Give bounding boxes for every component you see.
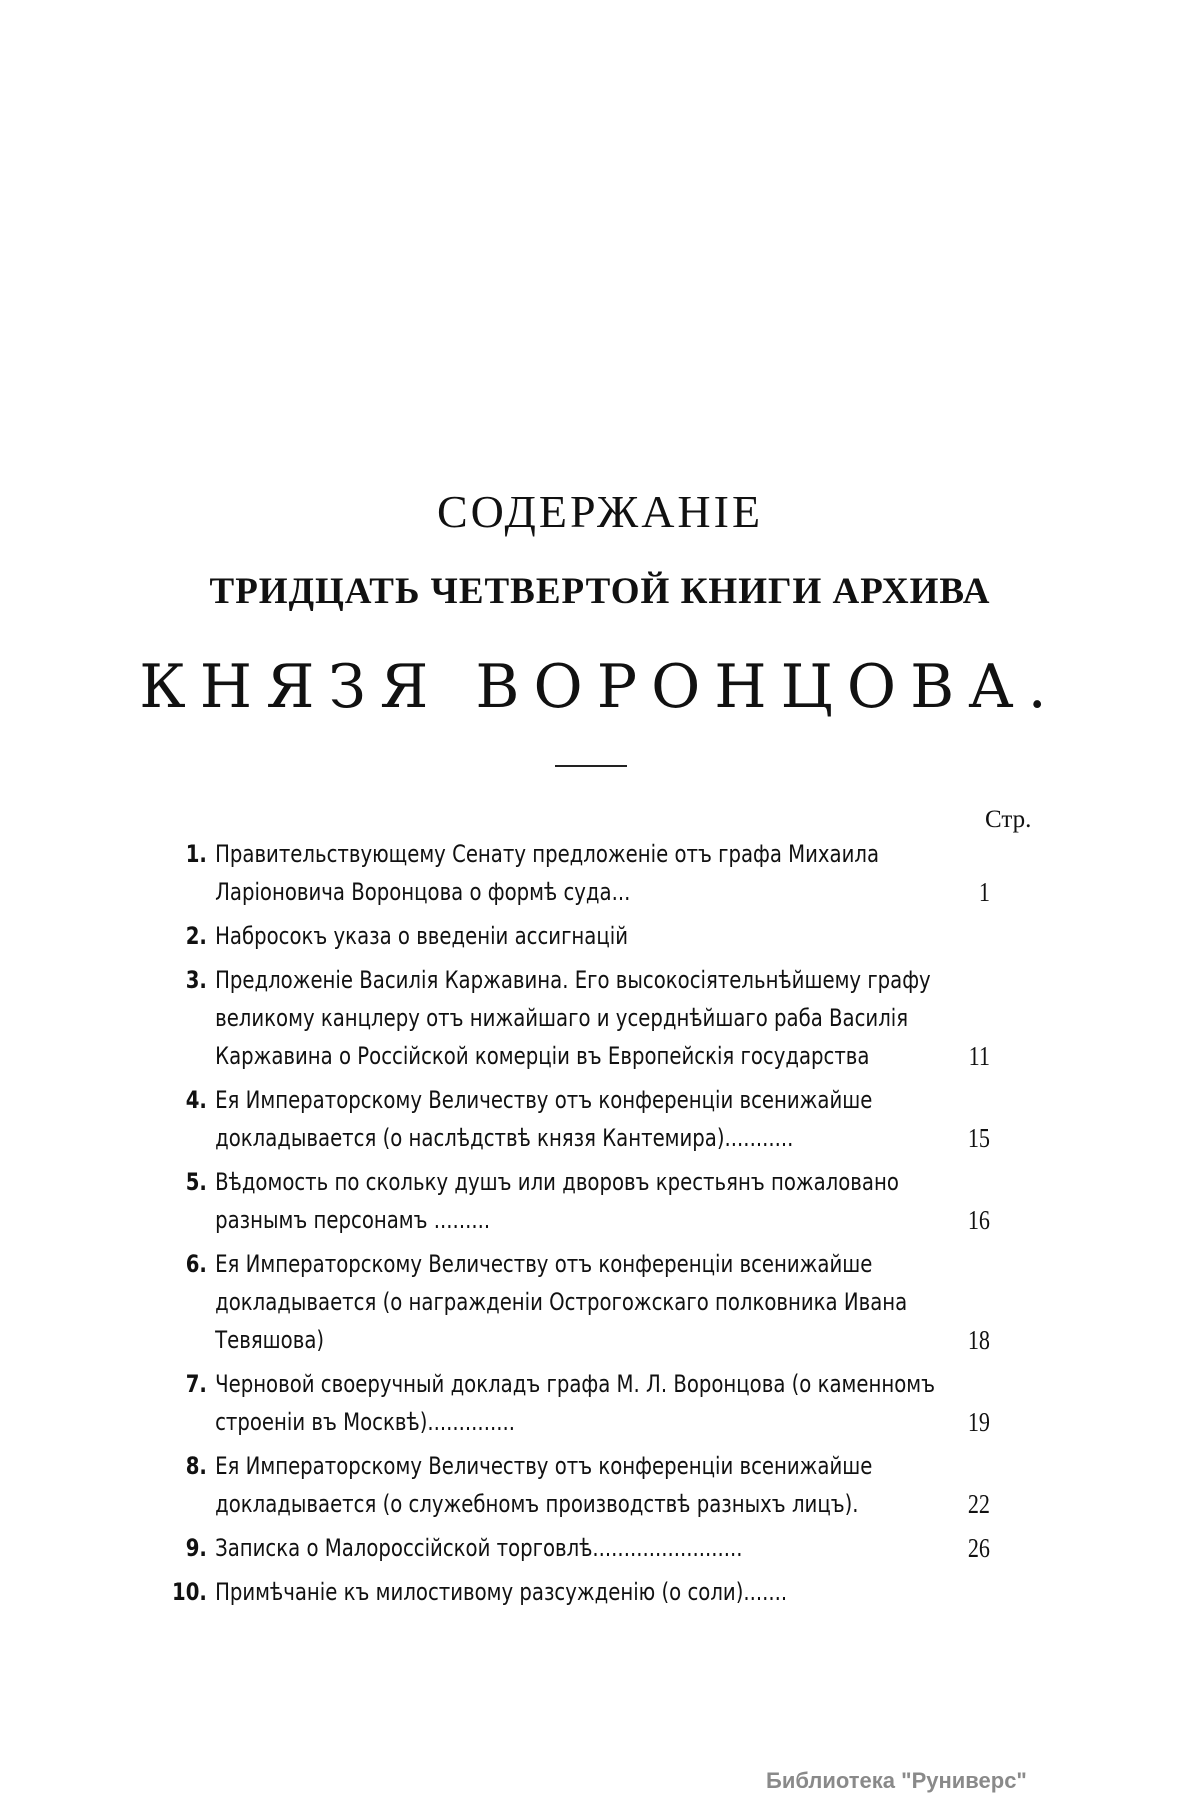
- entry-title: Вѣдомость по скольку душъ или дворовъ крестьянъ пожаловано разнымъ персонамъ .........: [215, 1168, 899, 1234]
- entry-number: 7.: [185, 1370, 207, 1398]
- entry-number: 5.: [185, 1168, 207, 1196]
- archive-name-title: КНЯЗЯ ВОРОНЦОВА.: [139, 652, 1061, 722]
- entry-number: 6.: [185, 1250, 207, 1278]
- entry-number: 8.: [185, 1452, 207, 1480]
- entry-title: Набросокъ указа о введеніи ассигнацій: [215, 922, 629, 950]
- toc-entry-3: [170, 961, 990, 1075]
- toc-entry-10: [170, 1573, 990, 1611]
- entry-number: 1.: [185, 840, 207, 868]
- entry-title: Правительствующему Сенату предложеніе отъ графа Михаила Ларіоновича Воронцова о формѣ суда...: [215, 840, 880, 906]
- entry-title: Ея Императорскому Величеству отъ конференціи всенижайше докладывается (о наслѣдствѣ князя Кантемира)...........: [215, 1086, 873, 1152]
- toc-entry-8: [170, 1447, 990, 1523]
- title-divider: [555, 765, 627, 767]
- book-subtitle: ТРИДЦАТЬ ЧЕТВЕРТОЙ КНИГИ АРХИВА: [209, 571, 991, 612]
- table-of-contents: [170, 835, 1040, 1617]
- entry-title: Черновой своеручный докладъ графа М. Л. Воронцова (о каменномъ строеніи въ Москвѣ)..............: [215, 1370, 936, 1436]
- entry-page-number: 15: [967, 1123, 990, 1153]
- entry-page-number: 22: [967, 1489, 990, 1519]
- entry-title: Предложеніе Василія Каржавина. Его высокосіятельнѣйшему графу великому канцлеру отъ нижайшаго и усерднѣйшаго раба Василія Каржавина о Россійской комерціи въ Европейскія государства: [215, 966, 931, 1070]
- toc-entry-6: [170, 1245, 990, 1359]
- entry-title: Ея Императорскому Величеству отъ конференціи всенижайше докладывается (о служебномъ производствѣ разныхъ лицъ).: [215, 1452, 873, 1518]
- toc-entry-5: [170, 1163, 990, 1239]
- entry-number: 10.: [172, 1578, 207, 1606]
- entry-number: 4.: [185, 1086, 207, 1114]
- entry-title: Ея Императорскому Величеству отъ конференціи всенижайше докладывается (о награжденіи Острогожскаго полковника Ивана Тевяшова): [215, 1250, 908, 1354]
- entry-number: 9.: [185, 1534, 207, 1562]
- toc-entry-4: [170, 1081, 990, 1157]
- entry-page-number: 11: [968, 1041, 990, 1071]
- toc-entry-2: [170, 917, 990, 955]
- entry-title: Примѣчаніе къ милостивому разсужденію (о соли).......: [215, 1578, 788, 1606]
- library-watermark: Библиотека "Руниверс": [766, 1768, 1027, 1793]
- entry-number: 3.: [185, 966, 207, 994]
- entry-page-number: 16: [967, 1205, 990, 1235]
- contents-title: СОДЕРЖАНІЕ: [436, 486, 764, 537]
- entry-title: Записка о Малороссійской торговлѣ........................: [215, 1534, 743, 1562]
- entry-page-number: 19: [967, 1407, 990, 1437]
- toc-entry-1: [170, 835, 990, 911]
- entry-page-number: 26: [967, 1533, 990, 1563]
- toc-entry-9: [170, 1529, 990, 1567]
- entry-page-number: 1: [978, 877, 990, 907]
- entry-number: 2.: [185, 922, 207, 950]
- toc-entry-7: [170, 1365, 990, 1441]
- entry-page-number: 18: [967, 1325, 990, 1355]
- page-column-header: Стр.: [985, 806, 1032, 833]
